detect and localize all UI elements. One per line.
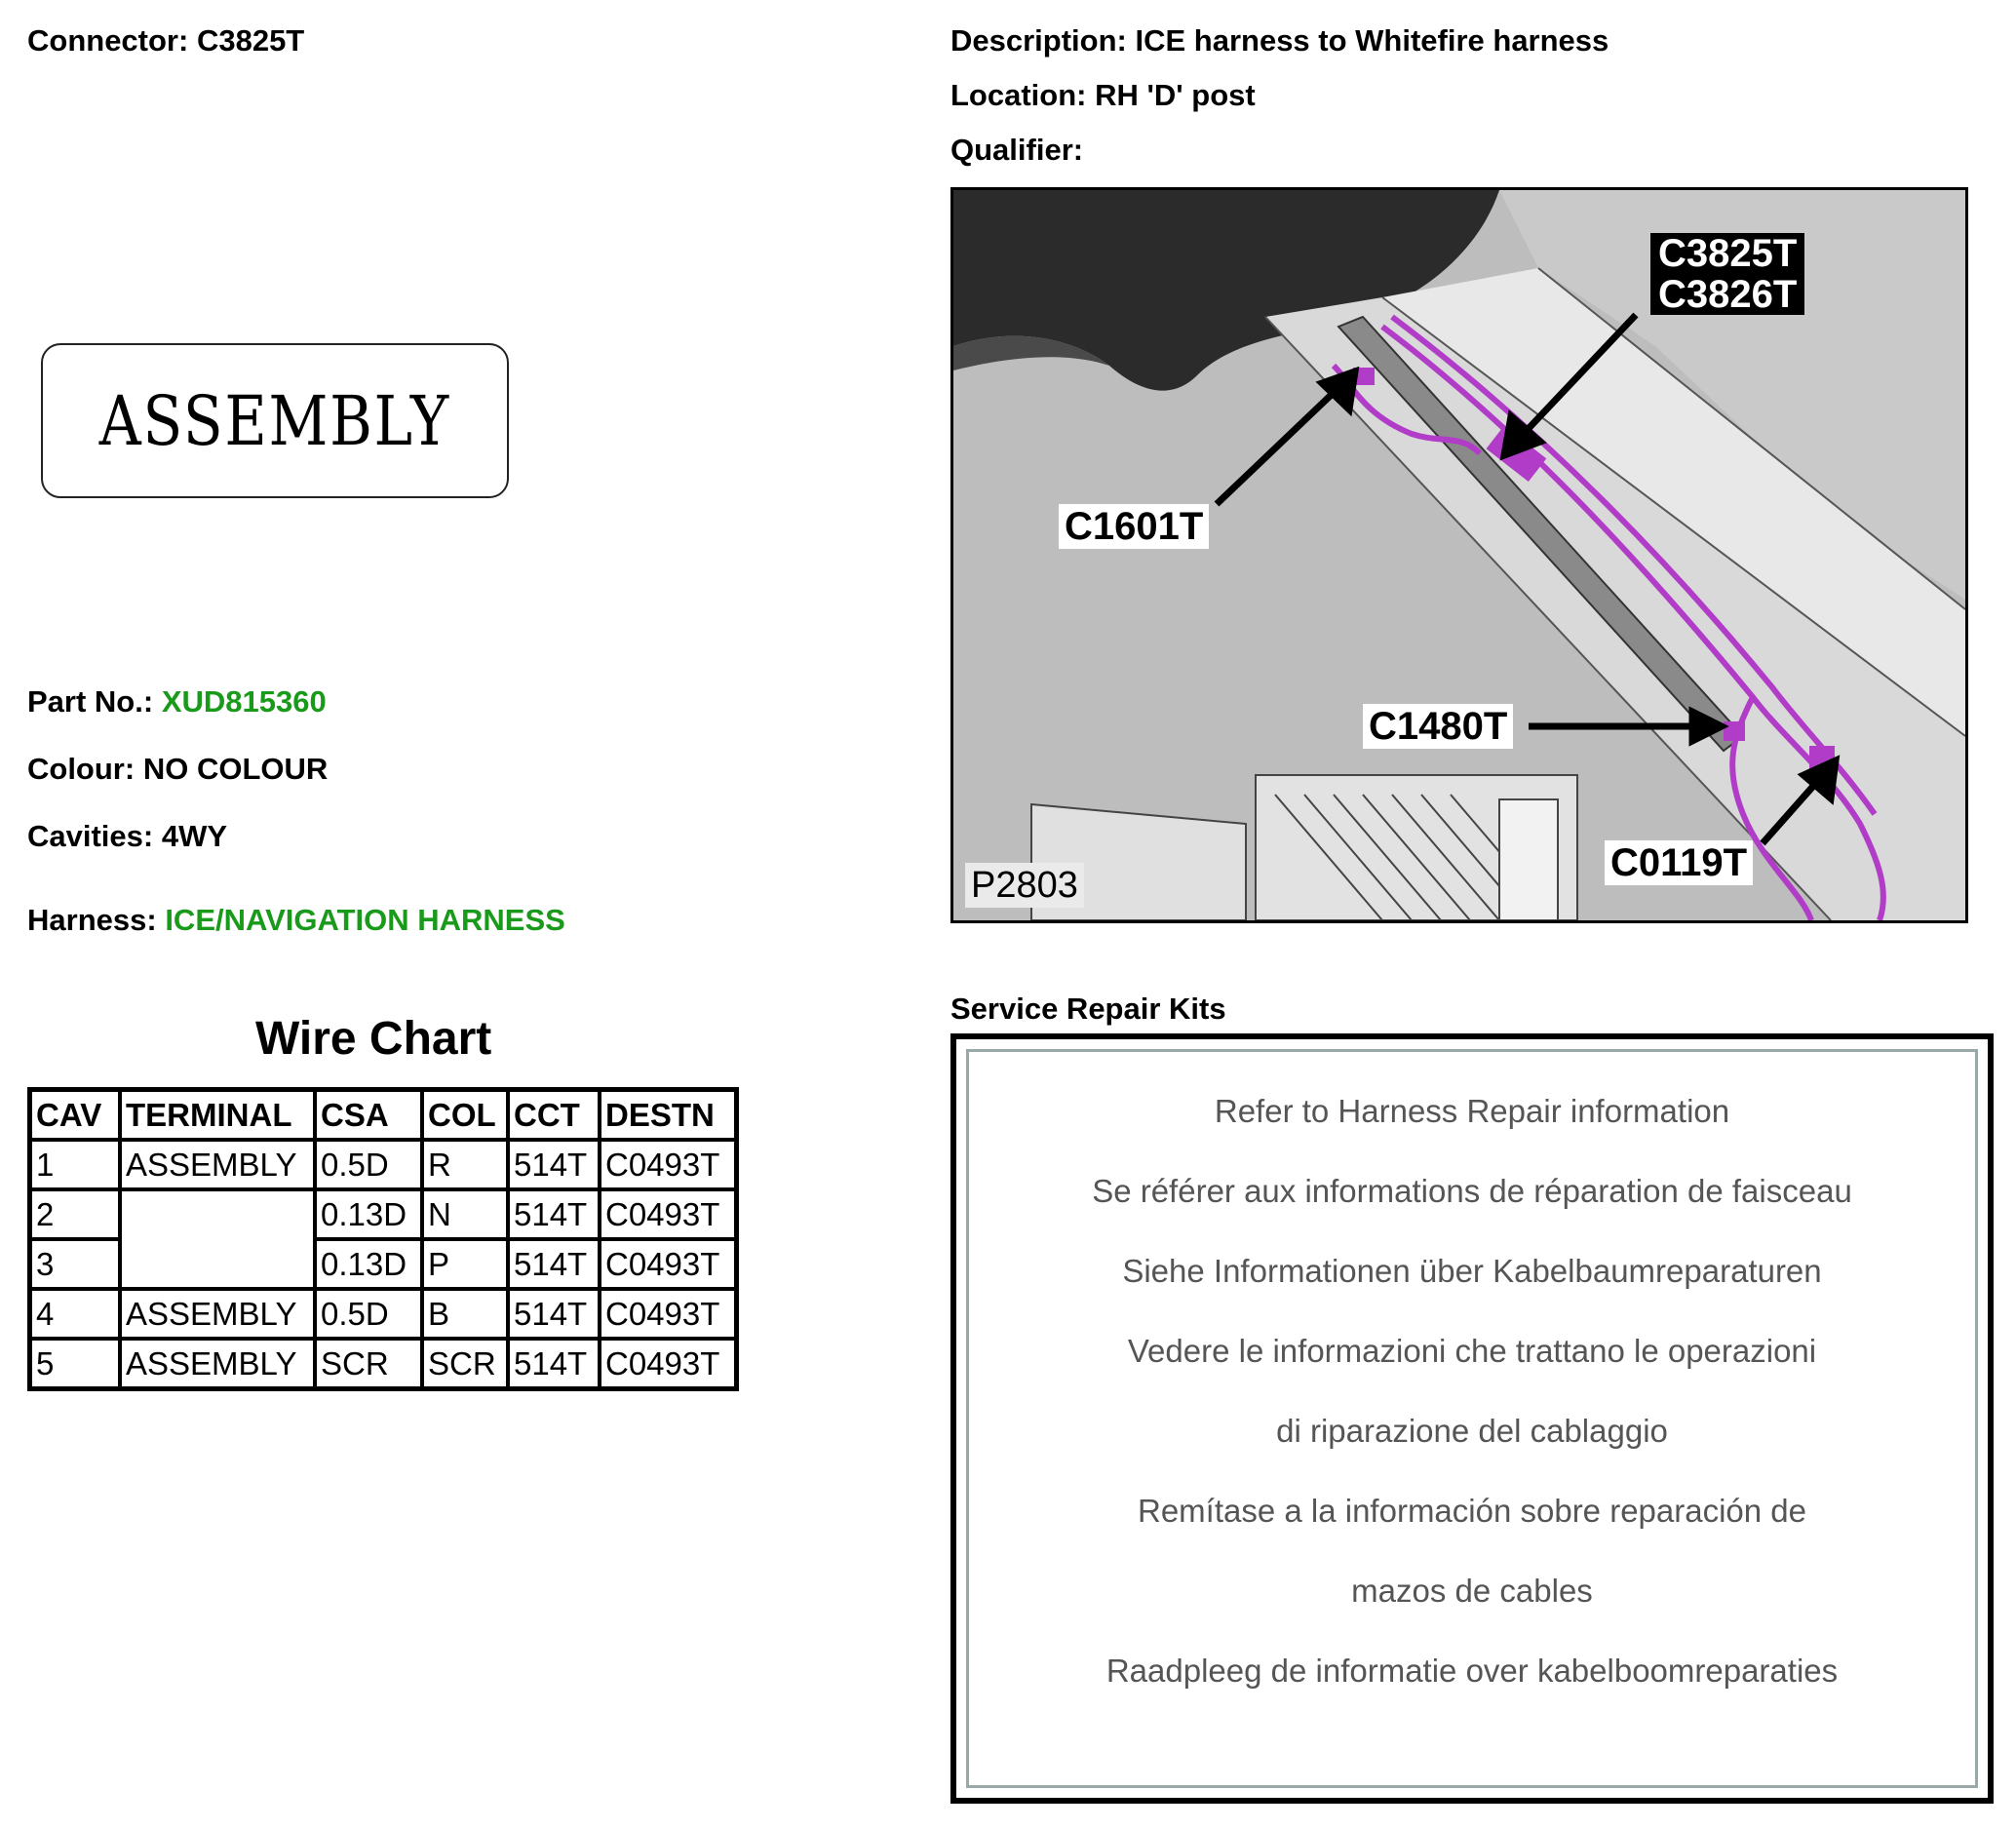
repair-line-it-2: di riparazione del cablaggio <box>1276 1413 1668 1449</box>
assembly-image-text: ASSEMBLY <box>98 380 451 461</box>
cell-cav: 3 <box>30 1239 121 1289</box>
repair-line-es-1: Remítase a la información sobre reparación de <box>1137 1493 1807 1529</box>
service-repair-kits-title: Service Repair Kits <box>950 992 1226 1026</box>
harness-value: ICE/NAVIGATION HARNESS <box>165 903 565 937</box>
wire-chart-title: Wire Chart <box>255 1013 492 1065</box>
repair-line-de: Siehe Informationen über Kabelbaumreparaturen <box>1122 1253 1822 1289</box>
cell-terminal: ASSEMBLY <box>120 1339 315 1389</box>
cell-cav: 1 <box>30 1140 121 1189</box>
cell-destn: C0493T <box>600 1339 737 1389</box>
header-cav: CAV <box>30 1090 121 1141</box>
callout-c1601t: C1601T <box>1059 504 1209 549</box>
colour-label: Colour: <box>27 752 136 786</box>
repair-line-it-1: Vedere le informazioni che trattano le operazioni <box>1127 1333 1817 1369</box>
repair-line-nl: Raadpleeg de informatie over kabelboomreparaties <box>1105 1653 1839 1689</box>
cell-col: SCR <box>422 1339 508 1389</box>
service-repair-kits-box <box>950 1033 1994 1804</box>
header-cct: CCT <box>508 1090 600 1141</box>
callout-c3826t: C3826T <box>1658 273 1798 316</box>
part-no-label: Part No.: <box>27 684 154 719</box>
cell-terminal: ASSEMBLY <box>120 1140 315 1189</box>
wire-chart-header-row <box>30 1090 737 1141</box>
cell-cct: 514T <box>508 1339 600 1389</box>
service-repair-kits-inner <box>966 1049 1978 1788</box>
harness-label: Harness: <box>27 903 157 937</box>
table-row <box>30 1339 737 1389</box>
colour-value: NO COLOUR <box>142 752 329 786</box>
qualifier-label: Qualifier: <box>950 133 1084 167</box>
cell-csa: 0.13D <box>315 1239 422 1289</box>
cell-cct: 514T <box>508 1189 600 1239</box>
header-terminal: TERMINAL <box>120 1090 315 1141</box>
location-field <box>950 78 1256 113</box>
table-row <box>30 1189 737 1239</box>
cell-terminal: ASSEMBLY <box>120 1289 315 1339</box>
cell-destn: C0493T <box>600 1289 737 1339</box>
qualifier-field <box>950 133 1083 168</box>
callout-c3825t-c3826t <box>1650 233 1804 315</box>
repair-line-fr: Se référer aux informations de réparation de faisceau <box>1092 1173 1852 1209</box>
cell-cct: 514T <box>508 1140 600 1189</box>
location-value: RH 'D' post <box>1095 78 1256 112</box>
cavities-value: 4WY <box>161 819 228 853</box>
connector-value: C3825T <box>196 23 305 58</box>
cell-cav: 4 <box>30 1289 121 1339</box>
cell-col: N <box>422 1189 508 1239</box>
callout-c3825t: C3825T <box>1658 232 1798 275</box>
cell-destn: C0493T <box>600 1239 737 1289</box>
location-label: Location: <box>950 78 1087 112</box>
cell-col: B <box>422 1289 508 1339</box>
assembly-image <box>41 343 509 498</box>
part-no-value: XUD815360 <box>161 684 327 719</box>
cell-csa: 0.13D <box>315 1189 422 1239</box>
cell-col: P <box>422 1239 508 1289</box>
picture-reference: P2803 <box>965 863 1084 908</box>
vehicle-post-drawing <box>953 190 1965 920</box>
cell-destn: C0493T <box>600 1140 737 1189</box>
cell-csa: SCR <box>315 1339 422 1389</box>
cell-terminal <box>120 1189 315 1289</box>
repair-line-es-2: mazos de cables <box>1351 1573 1593 1609</box>
description-value: ICE harness to Whitefire harness <box>1135 23 1609 58</box>
colour-field <box>27 752 328 787</box>
cavities-field <box>27 819 227 854</box>
cell-cct: 514T <box>508 1289 600 1339</box>
connector-label: Connector: <box>27 23 189 58</box>
wire-chart-table <box>27 1087 739 1391</box>
cavities-label: Cavities: <box>27 819 154 853</box>
harness-field <box>27 903 565 938</box>
table-row <box>30 1140 737 1189</box>
cell-cct: 514T <box>508 1239 600 1289</box>
description-label: Description: <box>950 23 1127 58</box>
cell-csa: 0.5D <box>315 1140 422 1189</box>
header-destn: DESTN <box>600 1090 737 1141</box>
repair-line-en: Refer to Harness Repair information <box>1214 1093 1730 1129</box>
description-field <box>950 23 1609 58</box>
cell-cav: 2 <box>30 1189 121 1239</box>
location-illustration <box>950 187 1968 923</box>
callout-c0119t: C0119T <box>1605 840 1753 885</box>
cell-csa: 0.5D <box>315 1289 422 1339</box>
header-csa: CSA <box>315 1090 422 1141</box>
cell-cav: 5 <box>30 1339 121 1389</box>
connector-field <box>27 23 304 58</box>
cell-col: R <box>422 1140 508 1189</box>
table-row <box>30 1289 737 1339</box>
header-col: COL <box>422 1090 508 1141</box>
callout-c1480t: C1480T <box>1363 704 1513 749</box>
cell-destn: C0493T <box>600 1189 737 1239</box>
part-no-field <box>27 684 327 720</box>
